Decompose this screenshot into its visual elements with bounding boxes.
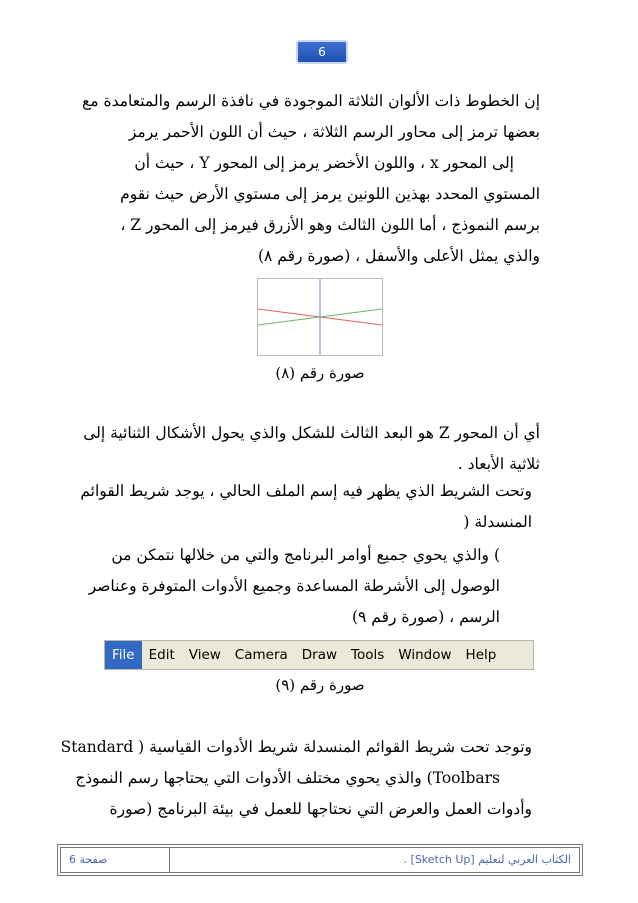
text-line: والذي يمثل الأعلى والأسفل ، (صورة رقم ٨)	[257, 247, 540, 265]
page-footer	[60, 847, 580, 873]
menu-help: Help	[465, 647, 497, 663]
text-line: وتحت الشريط الذي يظهر فيه إسم الملف الحالي ، يوجد شريط القوائم	[80, 482, 532, 500]
text-line: أي أن المحور Z هو البعد الثالث للشكل والذي يحول الأشكال الثنائية إلى	[83, 424, 540, 442]
figure-9-caption: صورة رقم (٩)	[275, 676, 365, 694]
figure-8-axes-image	[257, 278, 383, 356]
text-line: المنسدلة (	[463, 513, 532, 531]
paragraph-standard-toolbar	[60, 732, 540, 825]
menu-window: Window	[398, 647, 452, 663]
text-line: بعضها ترمز إلى محاور الرسم الثلاثة ، حيث أن اللون الأحمر يرمز	[128, 123, 540, 141]
page-number-badge: 6	[296, 40, 348, 64]
text-line: ) والذي يحوي جميع أوامر البرنامج والتي من خلالها نتمكن من	[111, 546, 500, 564]
menu-view: View	[188, 647, 221, 663]
footer-book-title: الكتاب العربي لتعليم [Sketch Up] .	[403, 853, 571, 866]
text-line: إلى المحور x ، واللون الأخضر يرمز إلى المحور Y ، حيث أن	[134, 154, 514, 172]
footer-page-label: صفحة 6	[69, 853, 108, 866]
paragraph-z-axis	[80, 418, 540, 480]
menu-file: File	[105, 641, 142, 669]
figure-9-menubar-image	[104, 640, 534, 670]
figure-8-caption: صورة رقم (٨)	[275, 364, 365, 382]
menu-edit: Edit	[148, 647, 175, 663]
text-line: الرسم ، (صورة رقم ٩)	[351, 608, 500, 626]
footer-divider	[169, 848, 170, 872]
text-line: وتوجد تحت شريط القوائم المنسدلة شريط الأدوات القياسية ( Standard	[60, 738, 532, 756]
paragraph-menubar-desc	[80, 540, 540, 633]
paragraph-axes	[80, 86, 540, 272]
text-line: برسم النموذج ، أما اللون الثالث وهو الأزرق فيرمز إلى المحور Z ،	[120, 216, 540, 234]
menu-draw: Draw	[301, 647, 338, 663]
text-line: Toolbars) والذي يحوي مختلف الأدوات التي يحتاجها رسم النموذج	[75, 769, 500, 787]
text-line: الوصول إلى الأشرطة المساعدة وجميع الأدوات المتوفرة وعناصر	[88, 577, 500, 595]
text-line: المستوي المحدد بهذين اللونين يرمز إلى مستوي الأرض حيث نقوم	[120, 185, 540, 203]
menu-camera: Camera	[234, 647, 288, 663]
paragraph-menubar-intro	[80, 476, 540, 538]
menu-tools: Tools	[351, 647, 385, 663]
text-line: إن الخطوط ذات الألوان الثلاثة الموجودة في نافذة الرسم والمتعامدة مع	[82, 92, 540, 110]
text-line: وأدوات العمل والعرض التي نحتاجها للعمل في بيئة البرنامج (صورة	[109, 800, 532, 818]
text-line: ثلاثية الأبعاد .	[457, 455, 540, 473]
